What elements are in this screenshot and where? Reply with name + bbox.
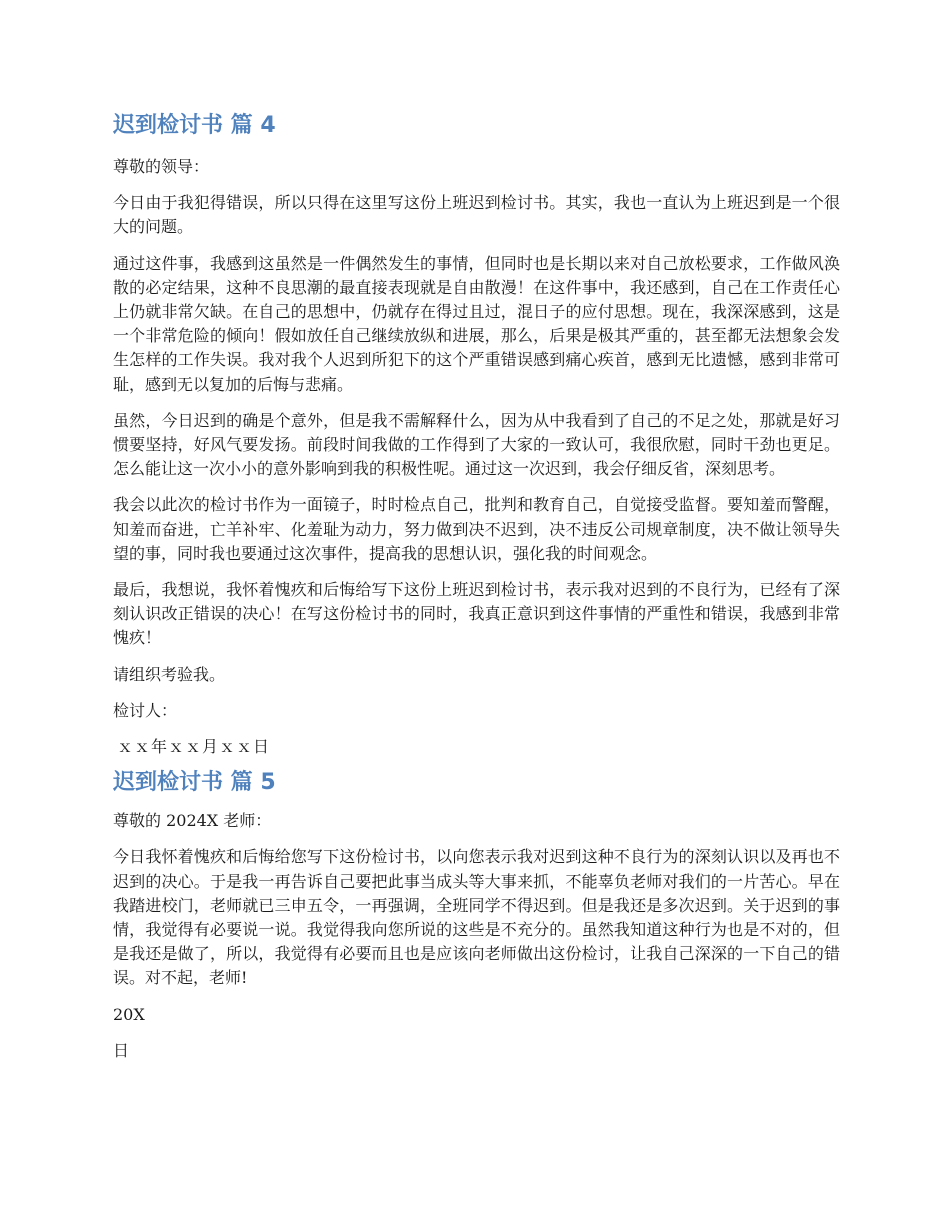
section-4-paragraph-2: 通过这件事，我感到这虽然是一件偶然发生的事情，但同时也是长期以来对自己放松要求，工作做风涣散的必定结果，这种不良思潮的最直接表现就是自由散漫！在这件事中，我还感到，自己在工作责任心上仍就非常欠缺。在自己的思想中，仍就存在得过且过，混日子的应付思想。现在，我深深感到，这是一个非常危险的倾向！假如放任自己继续放纵和进展，那么，后果是极其严重的，甚至都无法想象会发生怎样的工作失误。我对我个人迟到所犯下的这个严重错误感到痛心疾首，感到无比遗憾，感到非常可耻，感到无以复加的后悔与悲痛。 [113,253,840,394]
section-5-salutation: 尊敬的 2024X 老师： [113,811,272,831]
document-page [113,110,840,1063]
section-4-closing: 请组织考验我。 [113,664,226,684]
section-4-paragraph-5: 最后，我想说，我怀着愧疚和后悔给写下这份上班迟到检讨书，表示我对迟到的不良行为，已经有了深刻认识改正错误的决心！在写这份检讨书的同时，我真正意识到这件事情的严重性和错误，我感到非常愧疚！ [113,580,840,648]
section-4-title: 迟到检讨书 篇 4 [113,113,276,138]
section-4-paragraph-1: 今日由于我犯得错误，所以只得在这里写这份上班迟到检讨书。其实，我也一直认为上班迟到是一个很大的问题。 [113,193,840,237]
section-5-title: 迟到检讨书 篇 5 [113,770,276,796]
section-5-day: 日 [113,1040,130,1060]
section-4-paragraph-4: 我会以此次的检讨书作为一面镜子，时时检点自己，批判和教育自己，自觉接受监督。要知羞而警醒，知羞而奋进，亡羊补牢、化羞耻为动力，努力做到决不迟到，决不违反公司规章制度，决不做让领导失望的事，同时我也要通过这次事件，提高我的思想认识，强化我的时间观念。 [113,495,840,563]
section-5-year: 20X [113,1004,145,1024]
section-5-paragraph: 今日我怀着愧疚和后悔给您写下这份检讨书，以向您表示我对迟到这种不良行为的深刻认识以及再也不迟到的决心。于是我一再告诉自己要把此事当成头等大事来抓，不能辜负老师对我们的一片苦心。早在我踏进校门，老师就已三申五令，一再强调，全班同学不得迟到。但是我还是多次迟到。关于迟到的事情，我觉得有必要说一说。我觉得我向您所说的这些是不充分的。虽然我知道这种行为也是不对的，但是我还是做了，所以，我觉得有必要而且也是应该向老师做出这份检讨，让我自己深深的一下自己的错误。对不起，老师! [113,847,840,988]
section-4-paragraph-3: 虽然，今日迟到的确是个意外，但是我不需解释什么，因为从中我看到了自己的不足之处，那就是好习惯要坚持，好风气要发扬。前段时间我做的工作得到了大家的一致认可，我很欣慰，同时干劲也更足。怎么能让这一次小小的意外影响到我的积极性呢。通过这一次迟到，我会仔细反省，深刻思考。 [113,410,840,479]
section-4-signer: 检讨人： [113,700,178,720]
section-4-date: ｘｘ年ｘｘ月ｘｘ日 [117,737,271,757]
section-4-salutation: 尊敬的领导： [113,157,210,176]
